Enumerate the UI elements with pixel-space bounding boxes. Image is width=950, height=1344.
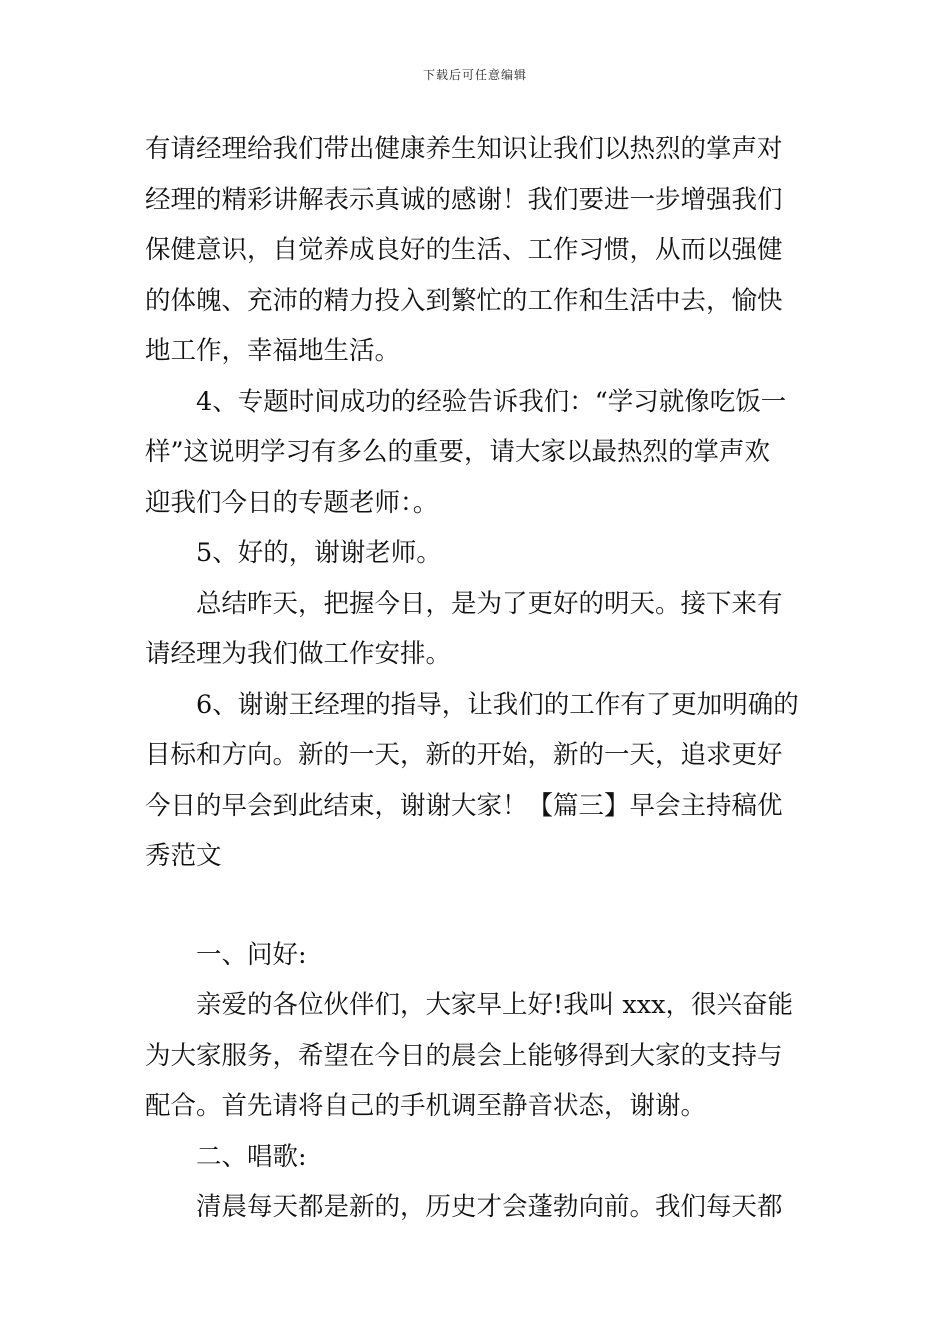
text-line: 目标和方向。新的一天，新的开始，新的一天，追求更好 — [145, 740, 783, 770]
text-line: 有请经理给我们带出健康养生知识让我们以热烈的掌声对 — [145, 134, 783, 164]
text-line: 清晨每天都是新的，历史才会蓬勃向前。我们每天都 — [196, 1192, 783, 1222]
text-line: 秀范文 — [145, 841, 222, 871]
text-line: 保健意识，自觉养成良好的生活、工作习惯，从而以强健 — [145, 235, 783, 265]
text-line: 请经理为我们做工作安排。 — [145, 639, 452, 669]
document-body — [145, 124, 807, 1233]
text-line: 迎我们今日的专题老师：。 — [145, 487, 439, 518]
text-line: 配合。首先请将自己的手机调至静音状态，谢谢。 — [145, 1091, 707, 1121]
text-line: 总结昨天，把握今日，是为了更好的明天。接下来有 — [196, 588, 783, 619]
text-line: 今日的早会到此结束，谢谢大家！【篇三】早会主持稿优 — [145, 790, 783, 821]
text-line: 6、谢谢王经理的指导，让我们的工作有了更加明确的 — [196, 689, 799, 720]
text-line: 经理的精彩讲解表示真诚的感谢！我们要进一步增强我们 — [145, 184, 783, 215]
page-header-note: 下载后可任意编辑 — [422, 68, 527, 82]
text-line: 样”这说明学习有多么的重要，请大家以最热烈的掌声欢 — [145, 437, 771, 467]
text-line: 地工作，幸福地生活。 — [145, 336, 401, 366]
paragraph-gap — [145, 882, 807, 930]
section-heading: 二、唱歌: — [196, 1141, 307, 1172]
text-line: 亲爱的各位伙伴们，大家早上好!我叫 xxx，很兴奋能 — [196, 990, 793, 1020]
section-heading: 一、问好: — [196, 939, 307, 970]
text-line: 的体魄、充沛的精力投入到繁忙的工作和生活中去，愉快 — [145, 285, 783, 316]
text-line: 为大家服务，希望在今日的晨会上能够得到大家的支持与 — [145, 1040, 783, 1071]
text-line: 4、专题时间成功的经验告诉我们：“学习就像吃饭一 — [196, 386, 787, 417]
text-line: 5、好的，谢谢老师。 — [196, 538, 442, 568]
